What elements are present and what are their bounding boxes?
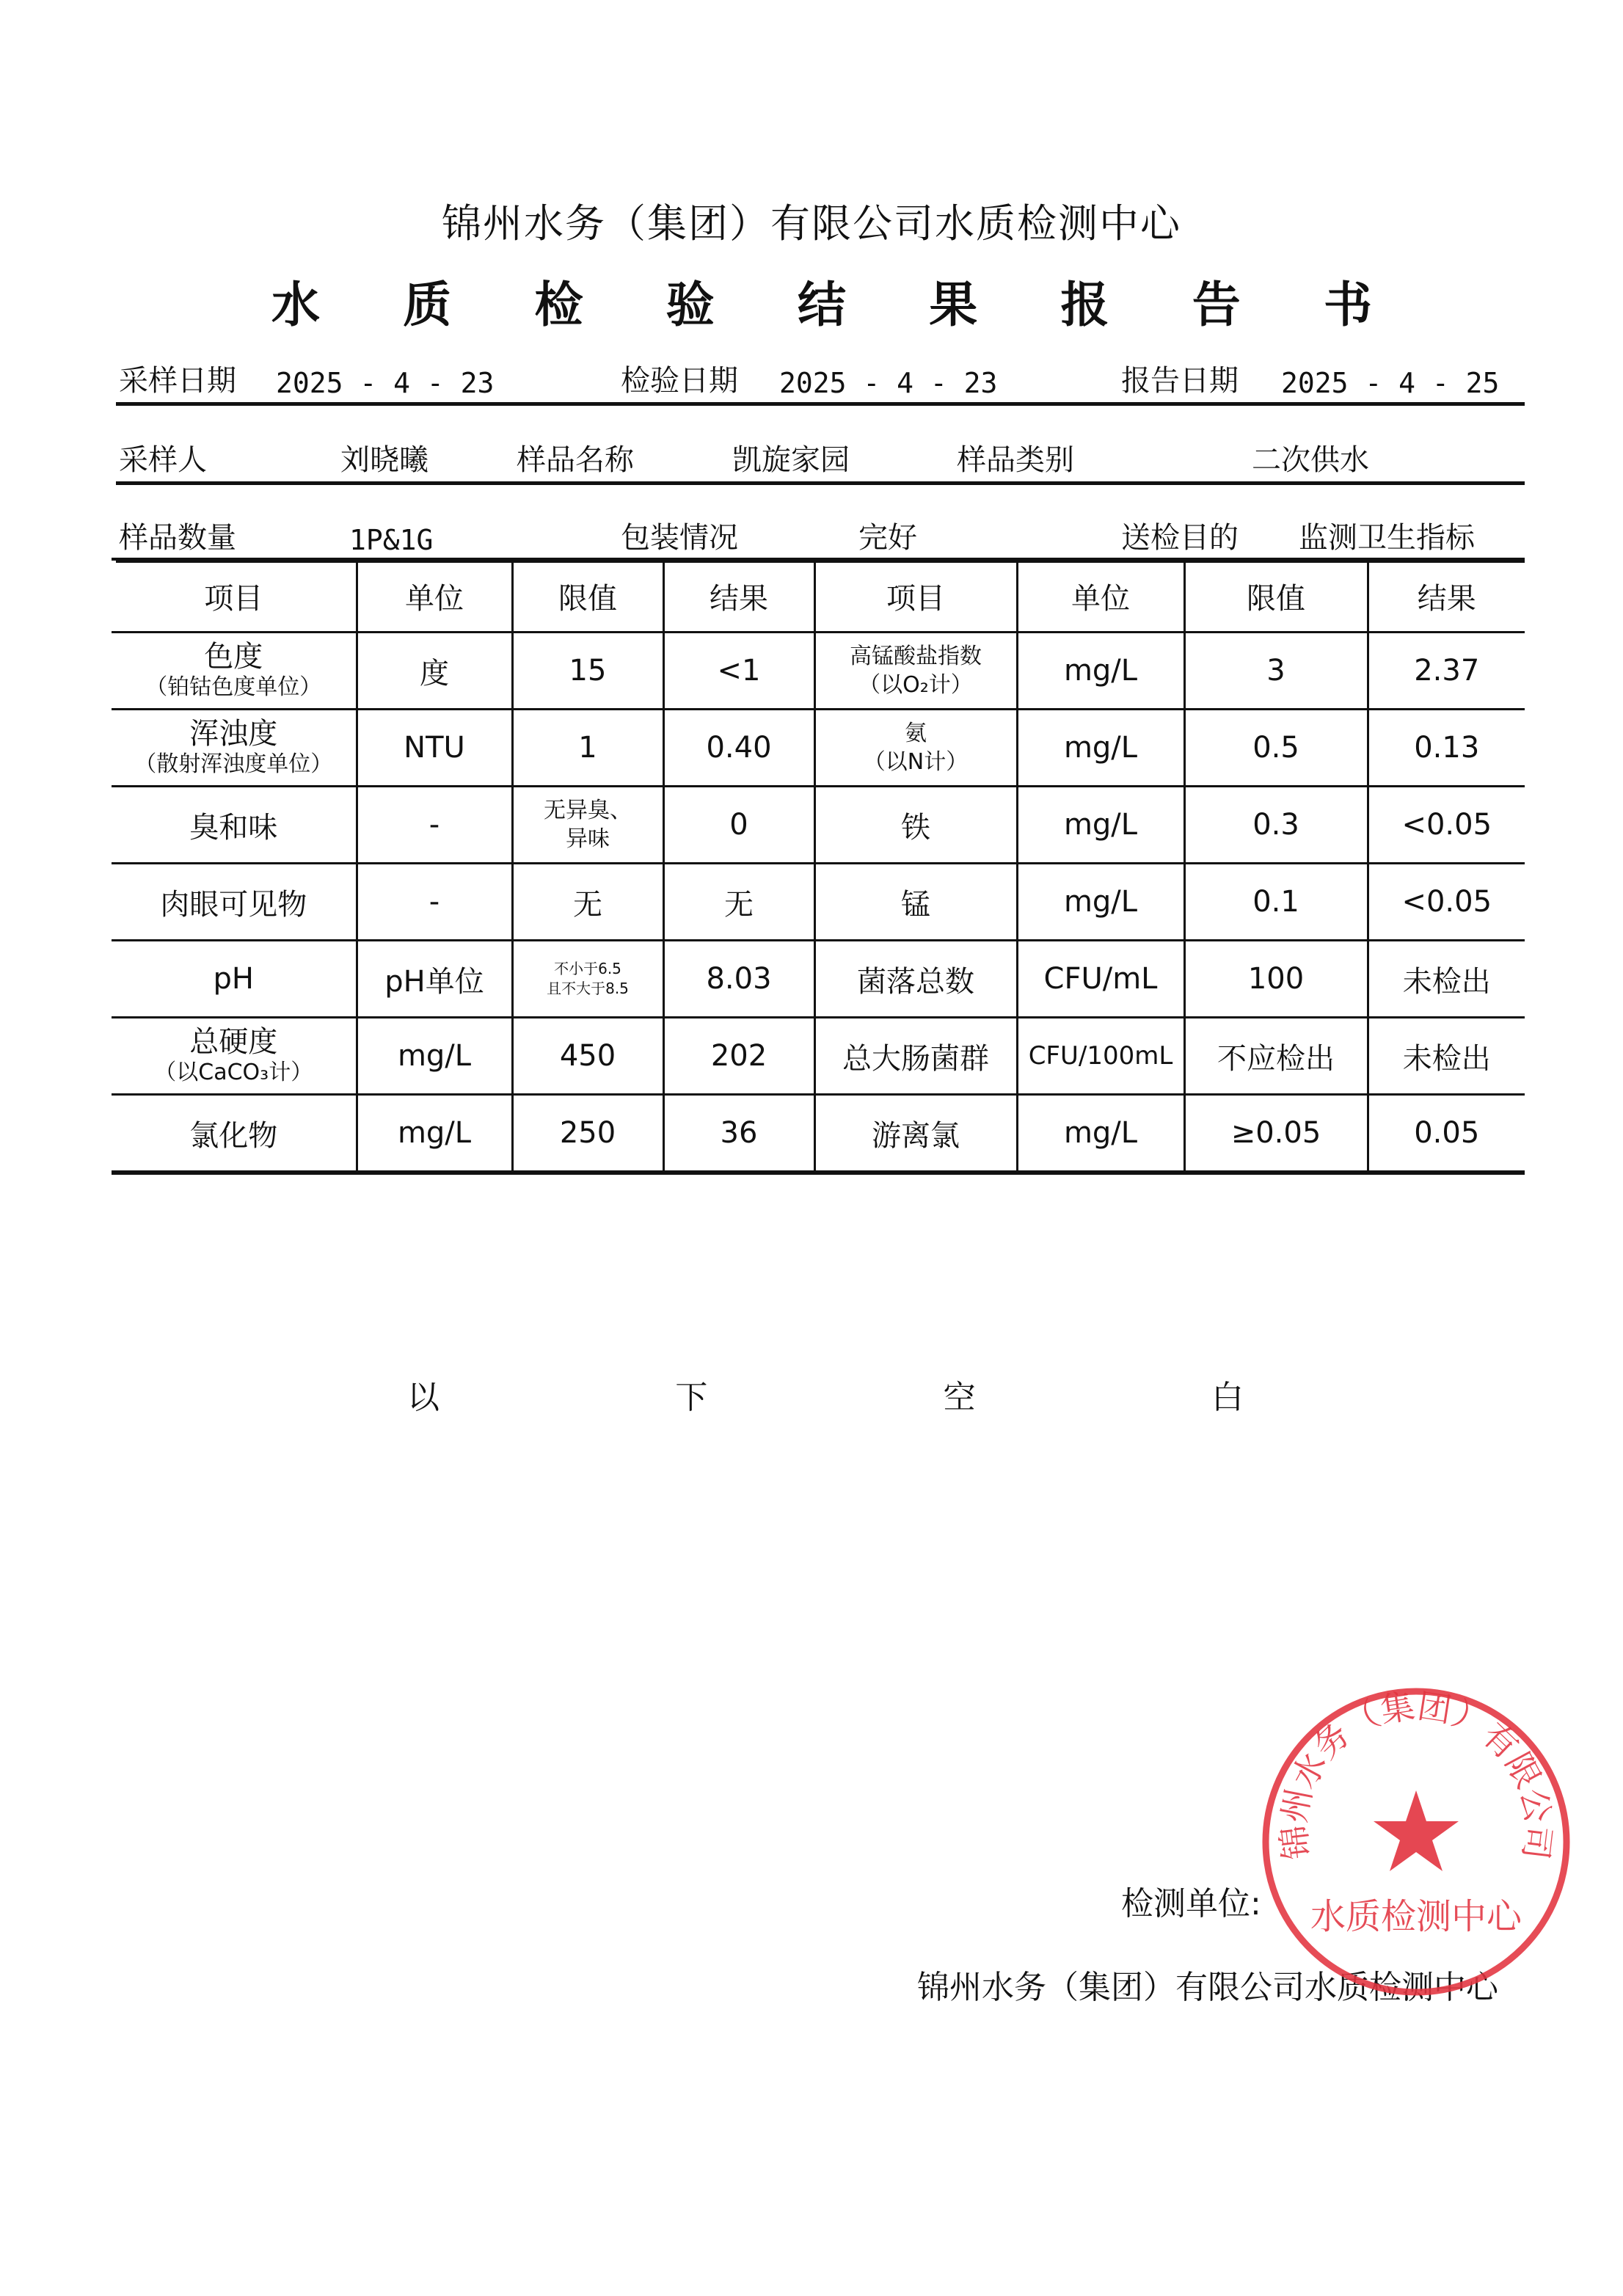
- title-char: 水: [271, 277, 320, 333]
- unit-cell: -: [357, 787, 512, 864]
- table-row: [112, 710, 1525, 787]
- sample-name-value: 凯旋家园: [732, 443, 850, 477]
- result-cell: 0.40: [663, 710, 814, 787]
- item-cell: 总硬度 （以CaCO₃计）: [112, 1018, 357, 1095]
- table-header-row: [112, 559, 1525, 633]
- result-cell: 0.05: [1414, 1116, 1480, 1150]
- table-row: [112, 864, 1525, 941]
- unit-cell: pH单位: [357, 941, 512, 1018]
- date-info-row: [116, 358, 1525, 406]
- sample-name-label: 样品名称: [517, 443, 634, 477]
- sample-info-row: [116, 437, 1525, 485]
- title-char: 结: [798, 277, 846, 333]
- header-limit: 限值: [1184, 559, 1368, 633]
- item-cell: 锰: [814, 864, 1017, 941]
- header-unit: 单位: [357, 559, 512, 633]
- unit-cell: mg/L: [1017, 787, 1184, 864]
- header-result: 结果: [663, 559, 814, 633]
- title-char: 检: [534, 277, 583, 333]
- table-row: [112, 1095, 1525, 1173]
- unit-cell: mg/L: [357, 1018, 512, 1095]
- limit-cell: 100: [1184, 941, 1368, 1018]
- result-cell: 0: [663, 787, 814, 864]
- sampler-label: 采样人: [119, 443, 207, 477]
- result-cell: 0.13: [1368, 710, 1525, 787]
- unit-cell: mg/L: [1017, 864, 1184, 941]
- testing-unit-name: 锦州水务（集团）有限公司水质检测中心: [917, 1969, 1498, 2006]
- unit-cell: mg/L: [1017, 1095, 1184, 1173]
- header-unit: 单位: [1017, 559, 1184, 633]
- blank-char: 空: [943, 1379, 976, 1416]
- result-cell: 2.37: [1368, 633, 1525, 710]
- purpose-label: 送检目的: [1121, 521, 1239, 555]
- table-row: [112, 633, 1525, 710]
- item-cell: 氨 （以N计）: [814, 710, 1017, 787]
- quantity-label: 样品数量: [119, 521, 236, 555]
- seal-bottom-text: 水质检测中心: [1310, 1896, 1522, 1937]
- result-cell: 8.03: [663, 941, 814, 1018]
- table-row: [112, 1018, 1525, 1095]
- unit-cell: CFU/mL: [1017, 941, 1184, 1018]
- purpose-value: 监测卫生指标: [1299, 521, 1475, 555]
- item-cell: 菌落总数: [814, 941, 1017, 1018]
- organization-title: 锦州水务（集团）有限公司水质检测中心: [442, 200, 1181, 247]
- sample-date-value: 2025 - 4 - 23: [276, 367, 495, 399]
- limit-cell: 0.3: [1184, 787, 1368, 864]
- limit-cell: 1: [512, 710, 663, 787]
- title-char: 报: [1060, 277, 1109, 333]
- table-row: [112, 787, 1525, 864]
- item-cell: 总大肠菌群: [814, 1018, 1017, 1095]
- limit-cell: 250: [512, 1095, 663, 1173]
- test-date-value: 2025 - 4 - 23: [779, 367, 998, 399]
- limit-cell: 无: [512, 864, 663, 941]
- quantity-value: 1P&1G: [349, 524, 434, 556]
- item-cell: 铁: [814, 787, 1017, 864]
- testing-unit-label: 检测单位:: [1121, 1885, 1261, 1923]
- blank-char: 以: [407, 1379, 440, 1416]
- header-result: 结果: [1368, 559, 1525, 633]
- limit-cell: 3: [1184, 633, 1368, 710]
- header-item: 项目: [112, 559, 357, 633]
- title-char: 果: [929, 277, 978, 333]
- packaging-value: 完好: [858, 521, 917, 555]
- limit-cell: 不小于6.5 且不大于8.5: [512, 941, 663, 1018]
- title-char: 书: [1324, 277, 1372, 333]
- unit-cell: mg/L: [1017, 710, 1184, 787]
- unit-cell: -: [357, 864, 512, 941]
- table-row: [112, 941, 1525, 1018]
- sampler-value: 刘晓曦: [340, 443, 428, 477]
- item-cell: 氯化物: [112, 1095, 357, 1173]
- result-cell: 202: [663, 1018, 814, 1095]
- limit-cell: 450: [512, 1018, 663, 1095]
- blank-char: 白: [1211, 1379, 1244, 1416]
- title-char: 告: [1192, 277, 1241, 333]
- limit-cell: 0.1: [1184, 864, 1368, 941]
- limit-cell: ≥0.05: [1184, 1095, 1368, 1173]
- header-limit: 限值: [512, 559, 663, 633]
- limit-cell: 0.5: [1184, 710, 1368, 787]
- test-date-label: 检验日期: [621, 364, 738, 398]
- result-cell: 无: [663, 864, 814, 941]
- result-cell: 未检出: [1368, 941, 1525, 1018]
- item-cell: 肉眼可见物: [112, 864, 357, 941]
- official-seal: [1255, 1680, 1578, 2003]
- report-title: [271, 266, 1372, 335]
- results-table: [112, 558, 1525, 1175]
- report-date-label: 报告日期: [1121, 364, 1239, 398]
- item-cell: 色度 （铂钴色度单位）: [112, 633, 357, 710]
- packaging-label: 包装情况: [621, 521, 738, 555]
- packaging-info-row: [116, 515, 1525, 563]
- result-cell: 未检出: [1368, 1018, 1525, 1095]
- blank-below-notice: [407, 1371, 1244, 1418]
- title-char: 质: [403, 277, 452, 333]
- limit-cell: 无异臭、 异味: [512, 787, 663, 864]
- header-item: 项目: [814, 559, 1017, 633]
- result-cell: <0.05: [1368, 864, 1525, 941]
- item-cell: pH: [112, 941, 357, 1018]
- result-cell: <1: [663, 633, 814, 710]
- limit-cell: 不应检出: [1184, 1018, 1368, 1095]
- item-cell: 臭和味: [112, 787, 357, 864]
- blank-char: 下: [675, 1379, 708, 1416]
- result-cell: <0.05: [1368, 787, 1525, 864]
- sample-date-label: 采样日期: [119, 364, 236, 398]
- unit-cell: mg/L: [357, 1095, 512, 1173]
- seal-star-icon: [1374, 1790, 1459, 1871]
- unit-cell: CFU/100mL: [1017, 1018, 1184, 1095]
- limit-cell: 15: [512, 633, 663, 710]
- seal-top-text: 锦州水务（集团）有限公司: [1273, 1685, 1559, 1862]
- sample-type-value: 二次供水: [1252, 443, 1369, 477]
- item-cell: 浑浊度 （散射浑浊度单位）: [112, 710, 357, 787]
- unit-cell: mg/L: [1017, 633, 1184, 710]
- unit-cell: 度: [357, 633, 512, 710]
- item-cell: 高锰酸盐指数 （以O₂计）: [814, 633, 1017, 710]
- sample-type-label: 样品类别: [957, 443, 1074, 477]
- item-cell: 游离氯: [814, 1095, 1017, 1173]
- report-date-value: 2025 - 4 - 25: [1281, 367, 1500, 399]
- result-cell: 36: [663, 1095, 814, 1173]
- title-char: 验: [665, 277, 715, 333]
- unit-cell: NTU: [357, 710, 512, 787]
